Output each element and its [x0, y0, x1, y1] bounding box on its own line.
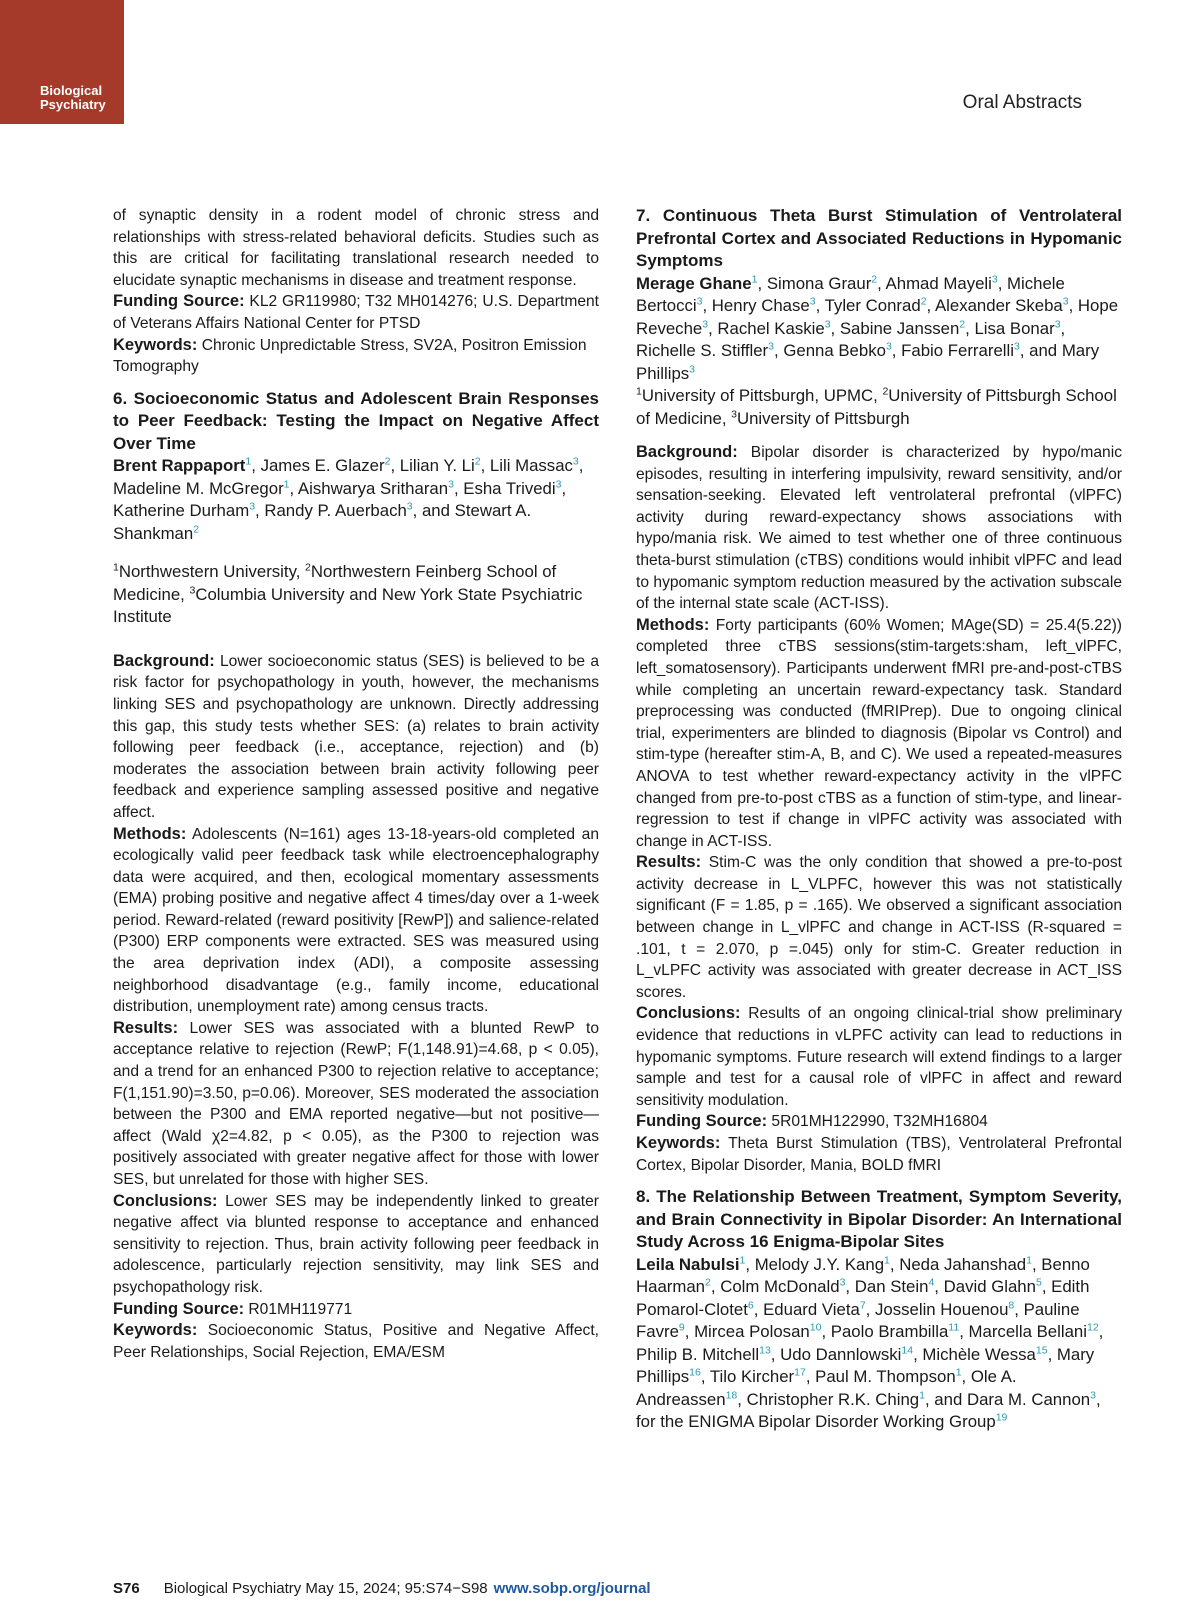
affiliations: $^1$University of Pittsburgh, UPMC, $^2$University of Pittsburgh School of Medicine, $^3$University of Pittsburgh — [636, 385, 1117, 428]
keywords-section: Keywords: Theta Burst Stimulation (TBS), Ventrolateral Prefrontal Cortex, Bipolar Disorder, Mania, BOLD fMRI — [636, 1134, 1122, 1174]
abstract-title: 6. Socioeconomic Status and Adolescent Brain Responses to Peer Feedback: Testing the Impact on Negative Affect Over Time — [113, 388, 599, 453]
author: Paolo Brambilla$^{11}$, — [830, 1321, 969, 1342]
author: Michele Bertocci$^3$, — [636, 273, 1065, 315]
left-column — [113, 205, 599, 1363]
author: Philip B. Mitchell$^{13}$, — [636, 1344, 781, 1364]
author: Lisa Bonar$^3$, — [974, 317, 1066, 338]
results-section: Results: Lower SES was associated with a blunted RewP to acceptance relative to rejection (RewP; F(1,148.91)=4.68, p < 0.05), and a trend for an enhanced P300 to rejection relative to acceptance; F(1,151.90)=3.50, p=0.06). Moreover, SES moderated the association between the P300 and EMA reported negative—but not positive—affect (Wald χ2=4.82, p < 0.05), as the P300 to rejection was positively associated with greater negative affect for those with lower SES, but unrelated for those with higher SES. — [113, 1018, 599, 1188]
continued-funding: Funding Source: KL2 GR119980; T32 MH014276; U.S. Department of Veterans Affairs National Center for PTSD — [113, 292, 599, 332]
author: Edith Pomarol-Clotet$^6$, — [636, 1277, 1090, 1319]
author: Leila Nabulsi$^1$, — [636, 1254, 755, 1274]
author: Michèle Wessa$^{15}$, — [922, 1344, 1057, 1364]
section-title: Oral Abstracts — [962, 92, 1082, 113]
author: Dan Stein$^4$, — [854, 1276, 944, 1297]
author: Madeline M. McGregor$^1$, — [113, 478, 298, 498]
author: Tilo Kircher$^{17}$, — [709, 1366, 816, 1387]
right-column — [636, 205, 1122, 1434]
methods-section: Methods: Adolescents (N=161) ages 13-18-years-old completed an ecologically valid peer feedback task while electroencephalography data were acquired, and then, ecological momentary assessments (EMA) probing positive and negative affect 4 times/day over a 1-week period. Reward-related (reward positivity [RewP]) and salience-related (P300) ERP components were extracted. SES was measured using the area deprivation index (ADI), a composite assessing neighborhood disadvantage (e.g., family income, educational distribution, unemployment rate) among census tracts. — [113, 824, 599, 1016]
author: Christopher R.K. Ching$^1$, and — [746, 1389, 967, 1409]
continued-keywords: Keywords: Chronic Unpredictable Stress, SV2A, Positron Emission Tomography — [113, 335, 587, 376]
author: Udo Dannlowski$^{14}$, — [780, 1344, 923, 1364]
author: Lilian Y. Li$^2$, — [399, 455, 490, 476]
author: Neda Jahanshad$^1$, — [899, 1254, 1042, 1274]
continued-text: of synaptic density in a rodent model of chronic stress and relationships with stress-related behavioral deficits. Studies such as this are critical for facilitating translational research needed to elucidate synaptic mechanisms in disease and treatment response. — [113, 207, 599, 289]
abstract-title: 7. Continuous Theta Burst Stimulation of Ventrolateral Prefrontal Cortex and Associated Reductions in Hypomanic Symptoms — [636, 206, 1122, 270]
author: Colm McDonald$^3$, — [720, 1276, 855, 1297]
author: Rachel Kaskie$^3$, — [717, 317, 840, 338]
author: Brent Rappaport$^1$, — [113, 455, 261, 476]
abstract-title: 8. The Relationship Between Treatment, Symptom Severity, and Brain Connectivity in Bipolar Disorder: An International Study Across 16 Enigma-Bipolar Sites — [636, 1187, 1122, 1252]
journal-link[interactable]: www.sobp.org/journal — [493, 1580, 651, 1597]
author: Lili Massac$^3$, — [489, 455, 584, 476]
author: Sabine Janssen$^2$, — [839, 317, 975, 338]
author: Mary Phillips$^{16}$, — [636, 1344, 1095, 1387]
methods-section: Methods: Forty participants (60% Women; MAge(SD) = 25.4(5.22)) completed three cTBS sessions(stim-targets:sham, left_vlPFC, left_somatosensory). Participants underwent fMRI pre-and-post-cTBS while completing an uncertain reward-expectancy task. Standard preprocessing was conducted (fMRIPrep). Due to ongoing clinical trial, experimenters are blinded to diagnosis (Bipolar vs Control) and stim-type (hereafter stim-A, B, and C). We used a repeated-measures ANOVA to test whether reward-expectancy activity in the vlPFC changed from pre-to-post cTBS as a function of stim-type, and linear-regression to test if change in vlPFC activity was associated with change in ACT-ISS. — [636, 615, 1122, 850]
author: Mircea Polosan$^{10}$, — [694, 1321, 831, 1342]
author: Melody J.Y. Kang$^1$, — [754, 1254, 900, 1274]
author: Randy P. Auerbach$^3$, and — [264, 500, 455, 521]
author: Pauline Favre$^9$, — [636, 1299, 1080, 1342]
author: Simona Graur$^2$, — [766, 272, 886, 293]
author: Richelle S. Stiffler$^3$, — [636, 340, 784, 360]
funding-section: Funding Source: 5R01MH122990, T32MH16804 — [636, 1112, 988, 1131]
keywords-section: Keywords: Socioeconomic Status, Positive and Negative Affect, Peer Relationships, Social Rejection, EMA/ESM — [113, 1321, 599, 1361]
author: James E. Glazer$^2$, — [260, 455, 400, 476]
author: Ahmad Mayeli$^3$, — [885, 272, 1008, 293]
author: Stewart A. Shankman$^2$ — [113, 501, 532, 543]
conclusions-section: Conclusions: Results of an ongoing clinical-trial show preliminary evidence that reductions in vLPFC activity can lead to reductions in hypomanic symptoms. Future research will extend findings to a larger sample and test for a causal role of vlPFC in affect and reward sensitivity modulation. — [636, 1004, 1122, 1109]
conclusions-section: Conclusions: Lower SES may be independently linked to greater negative affect via blunted response to acceptance and enhanced sensitivity to rejection. Thus, brain activity following peer feedback in adolescence, particularly rejection sensitivity, may link SES and psychopathology risk. — [113, 1191, 599, 1296]
author-list — [636, 273, 1122, 386]
citation: Biological Psychiatry May 15, 2024; 95:S74−S98 — [163, 1580, 488, 1597]
page-number: S76 — [113, 1580, 140, 1597]
author: Hope Reveche$^3$, — [636, 296, 1119, 338]
author: Merage Ghane$^1$, — [636, 272, 767, 293]
author: Marcella Bellani$^{12}$, — [968, 1321, 1104, 1342]
background-section: Background: Lower socioeconomic status (SES) is believed to be a risk factor for psychopathology in youth, however, the mechanisms linking SES and psychopathology are unknown. Directly addressing this gap, this study tests whether SES: (a) relates to brain activity following peer feedback (i.e., acceptance, rejection) and (b) moderates the association between brain activity following peer feedback and experience sampling assessed positive and negative affect. — [113, 651, 599, 821]
author: Fabio Ferrarelli$^3$, and — [901, 340, 1062, 360]
abstract-6 — [113, 388, 599, 1364]
journal-badge — [0, 0, 124, 124]
author: Paul M. Thompson$^1$, — [815, 1366, 971, 1387]
author: Alexander Skeba$^3$, — [934, 295, 1078, 315]
author: Aishwarya Sritharan$^3$, — [297, 478, 464, 498]
abstract-8 — [636, 1186, 1122, 1434]
author: Katherine Durham$^3$, — [113, 500, 265, 521]
author: Tyler Conrad$^2$, — [824, 295, 935, 315]
author: Josselin Houenou$^8$, — [875, 1299, 1024, 1319]
author: David Glahn$^5$, — [943, 1276, 1052, 1297]
author: Ole A. Andreassen$^{18}$, — [636, 1367, 1017, 1409]
journal-logo-text: Biological Psychiatry — [40, 83, 106, 112]
page-footer — [113, 1580, 651, 1597]
author: Henry Chase$^3$, — [711, 295, 825, 315]
author-list — [113, 455, 599, 545]
abstract-7 — [636, 205, 1122, 1176]
author: Genna Bebko$^3$, — [783, 340, 902, 360]
author: 19 — [995, 1411, 1008, 1424]
author: Benno Haarman$^2$, — [636, 1254, 1090, 1297]
author: Dara M. Cannon$^3$, for the ENIGMA Bipolar Disorder Working Group — [636, 1389, 1101, 1432]
author-list — [636, 1254, 1122, 1434]
funding-section: Funding Source: R01MH119771 — [113, 1299, 353, 1318]
author: Eduard Vieta$^7$, — [763, 1299, 875, 1319]
affiliations: $^1$Northwestern University, $^2$Northwestern Feinberg School of Medicine, $^3$Columbia University and New York State Psychiatric Institute — [113, 561, 583, 627]
author: Mary Phillips$^3$ — [636, 341, 1100, 383]
author: Esha Trivedi$^3$, — [463, 478, 567, 498]
results-section: Results: Stim-C was the only condition that showed a pre-to-post activity decrease in L_VLPFC, however this was not statistically significant (F = 1.85, p = .165). We observed a significant association between change in L_vlPFC and change in ACT-ISS (R-squared = .101, t = 2.070, p =.045) only for stim-C. Greater reduction in L_vLPFC activity was associated with greater decrease in ACT_ISS scores. — [636, 853, 1122, 1001]
background-section: Background: Bipolar disorder is characterized by hypo/manic episodes, resulting in interfering impulsivity, reward sensitivity, and/or sensation-seeking. Elevated left ventrolateral prefrontal (vlPFC) activity during reward-expectancy shows associations with hypo/mania risk. We aimed to test whether one of three continuous theta-burst stimulation (cTBS) conditions would inhibit vlPFC and lead to hypomanic symptom reduction measured by the activation subscale of the internal state scale (ACT-ISS). — [636, 443, 1122, 613]
